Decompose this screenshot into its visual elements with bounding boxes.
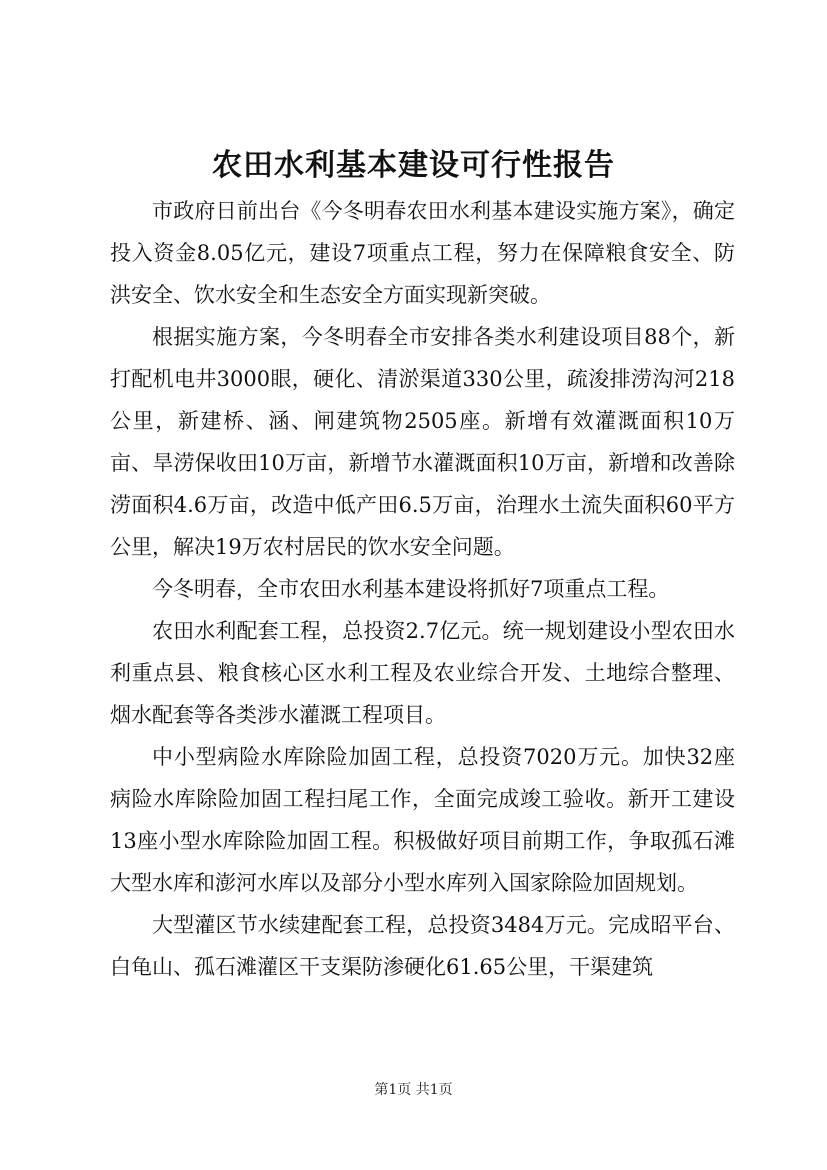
document-title: 农田水利基本建设可行性报告 [212,148,615,183]
paragraph-2: 根据实施方案，今冬明春全市安排各类水利建设项目88个，新打配机电井3000眼，硬化、清淤渠道330公里，疏浚排涝沟河218公里，新建桥、涵、闸建筑物2505座。新增有效灌溉面积10万亩、旱涝保收田10万亩，新增节水灌溉面积10万亩，新增和改善除涝面积4.6万亩，改造中低产田6.5万亩，治理水土流失面积60平方公里，解决19万农村居民的饮水安全问题。 [110,325,735,559]
paragraph-5: 中小型病险水库除险加固工程，总投资7020万元。加快32座病险水库除险加固工程扫尾工作，全面完成竣工验收。新开工建设13座小型水库除险加固工程。积极做好项目前期工作，争取孤石滩大型水库和澎河水库以及部分小型水库列入国家除险加固规划。 [110,745,735,895]
paragraph-4: 农田水利配套工程，总投资2.7亿元。统一规划建设小型农田水利重点县、粮食核心区水利工程及农业综合开发、土地综合整理、烟水配套等各类涉水灌溉工程项目。 [110,619,735,727]
paragraph-1: 市政府日前出台《今冬明春农田水利基本建设实施方案》，确定投入资金8.05亿元，建设7项重点工程，努力在保障粮食安全、防洪安全、饮水安全和生态安全方面实现新突破。 [110,199,735,307]
page-number-footer: 第1页 共1页 [374,1082,453,1098]
document-body [110,190,735,988]
paragraph-6: 大型灌区节水续建配套工程，总投资3484万元。完成昭平台、白龟山、孤石滩灌区干支渠防渗硬化61.65公里，干渠建筑 [110,913,735,979]
paragraph-3: 今冬明春，全市农田水利基本建设将抓好7项重点工程。 [152,577,670,601]
